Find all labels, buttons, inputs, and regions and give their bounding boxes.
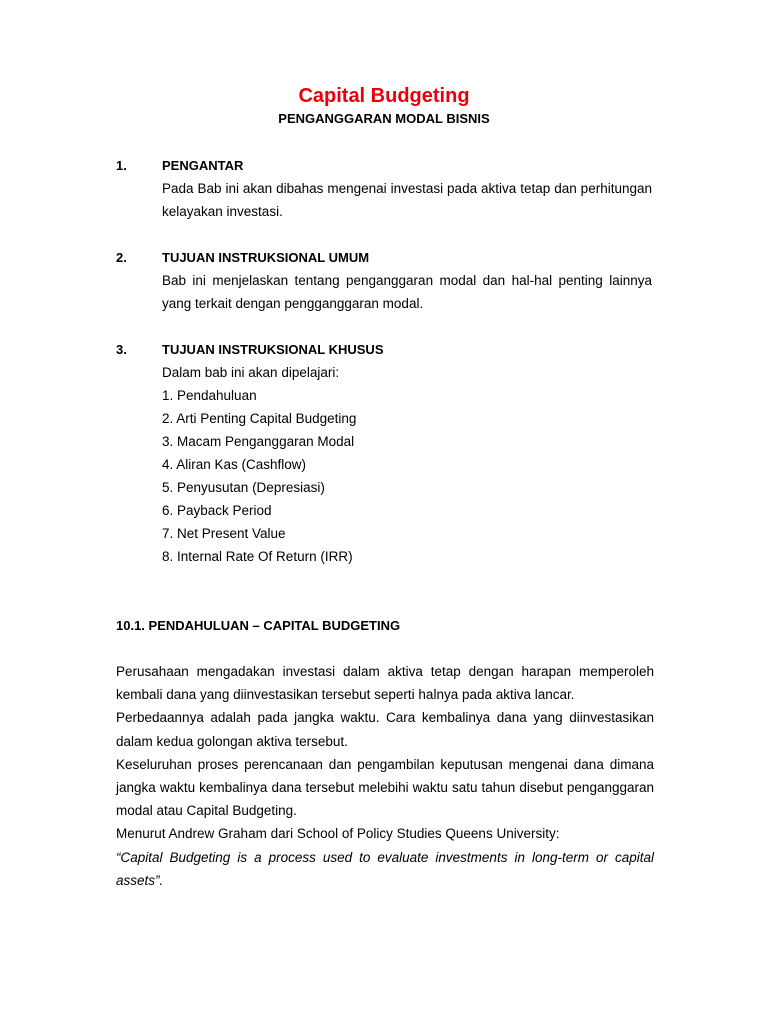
section-tujuan-khusus xyxy=(116,340,656,568)
list-item: 6. Payback Period xyxy=(162,503,272,518)
section-intro: Dalam bab ini akan dipelajari: xyxy=(162,365,340,380)
paragraph: Keseluruhan proses perencanaan dan pengambilan keputusan mengenai dana dimana jangka waktu kembalinya dana tersebut melebihi waktu satu tahun disebut penganggaran modal atau Capital Budgeting. xyxy=(116,756,654,819)
list-item: 5. Penyusutan (Depresiasi) xyxy=(162,480,325,495)
section-tujuan-umum xyxy=(116,248,656,315)
section-heading xyxy=(116,248,656,268)
section-heading xyxy=(116,340,656,360)
list-item: 7. Net Present Value xyxy=(162,526,286,541)
document-subtitle: PENGANGGARAN MODAL BISNIS xyxy=(278,111,490,126)
list-item: 4. Aliran Kas (Cashflow) xyxy=(162,457,307,472)
list-item: 3. Macam Penganggaran Modal xyxy=(162,434,355,449)
section-body: Bab ini menjelaskan tentang penganggaran modal dan hal-hal penting lainnya yang terkait dengan pengganggaran modal. xyxy=(162,273,652,311)
section-title: PENGANTAR xyxy=(162,158,244,173)
paragraph: Perusahaan mengadakan investasi dalam aktiva tetap dengan harapan memperoleh kembali dana yang diinvestasikan tersebut seperti halnya pada aktiva lancar. xyxy=(116,664,654,703)
section-number: 1. xyxy=(116,158,127,173)
section-body: Pada Bab ini akan dibahas mengenai investasi pada aktiva tetap dan perhitungan kelayakan investasi. xyxy=(162,181,652,219)
paragraph: Menurut Andrew Graham dari School of Policy Studies Queens University: xyxy=(116,826,560,842)
subsection-body xyxy=(116,660,654,892)
section-heading xyxy=(116,156,656,176)
section-body xyxy=(162,361,652,568)
section-title: TUJUAN INSTRUKSIONAL KHUSUS xyxy=(162,342,384,357)
list-item: 2. Arti Penting Capital Budgeting xyxy=(162,411,357,426)
subsection-heading: 10.1. PENDAHULUAN – CAPITAL BUDGETING xyxy=(116,618,401,633)
section-number: 3. xyxy=(116,342,127,357)
section-title: TUJUAN INSTRUKSIONAL UMUM xyxy=(162,250,370,265)
section-pengantar xyxy=(116,156,656,223)
document-title: Capital Budgeting xyxy=(298,85,470,107)
paragraph: Perbedaannya adalah pada jangka waktu. Cara kembalinya dana yang diinvestasikan dalam kedua golongan aktiva tersebut. xyxy=(116,710,654,749)
section-number: 2. xyxy=(116,250,127,265)
quote: “Capital Budgeting is a process used to evaluate investments in long-term or capital assets”. xyxy=(116,849,654,888)
list-item: 1. Pendahuluan xyxy=(162,388,257,403)
list-item: 8. Internal Rate Of Return (IRR) xyxy=(162,549,353,564)
